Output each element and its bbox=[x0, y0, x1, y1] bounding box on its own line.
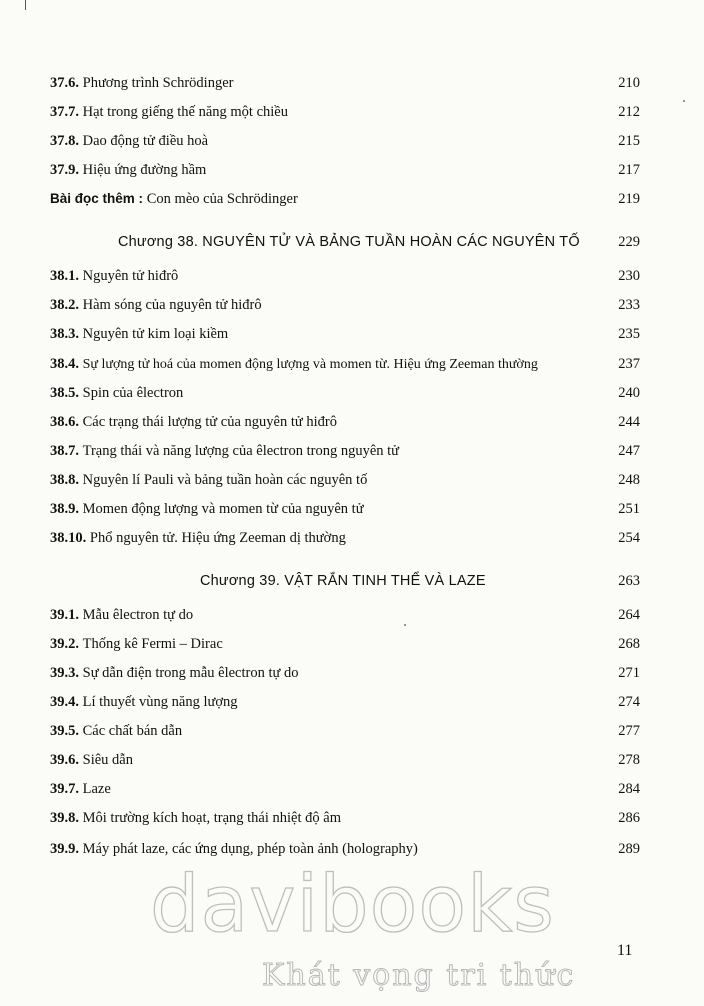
section-title: Phổ nguyên tử. Hiệu ứng Zeeman dị thường bbox=[89, 530, 346, 546]
section-page: 284 bbox=[618, 781, 640, 797]
page-number: 11 bbox=[617, 942, 633, 959]
section-page: 247 bbox=[618, 443, 640, 459]
section-page: 240 bbox=[618, 385, 640, 401]
toc-entry-38-6 bbox=[50, 411, 640, 433]
scan-speck bbox=[404, 624, 406, 626]
toc-entry-extra-reading bbox=[50, 188, 640, 210]
chapter-page: 263 bbox=[618, 573, 640, 589]
toc-entry-37-9 bbox=[50, 159, 640, 181]
section-page: 210 bbox=[618, 75, 640, 91]
scan-speck bbox=[683, 100, 685, 102]
section-number: 39.7. bbox=[50, 781, 83, 797]
chapter-title: Chương 38. NGUYÊN TỬ VÀ BẢNG TUẦN HOÀN CÁC NGUYÊN TỐ bbox=[118, 234, 580, 250]
section-page: 235 bbox=[618, 326, 640, 342]
section-number: 38.2. bbox=[50, 297, 83, 313]
section-number: 37.7. bbox=[50, 104, 83, 120]
section-page: 248 bbox=[618, 472, 640, 488]
toc-entry-38-5 bbox=[50, 382, 640, 404]
section-page: 237 bbox=[618, 356, 640, 372]
section-number: 38.4. bbox=[50, 356, 83, 372]
section-title: Môi trường kích hoạt, trạng thái nhiệt độ âm bbox=[82, 810, 341, 826]
section-number: 38.6. bbox=[50, 414, 83, 430]
toc-entry-39-5 bbox=[50, 720, 640, 742]
toc-entry-39-6 bbox=[50, 749, 640, 771]
section-title: Trạng thái và năng lượng của êlectron trong nguyên tử bbox=[82, 443, 400, 459]
section-number: 39.2. bbox=[50, 636, 83, 652]
section-page: 271 bbox=[618, 665, 640, 681]
toc-entry-37-7 bbox=[50, 101, 640, 123]
section-number: 39.4. bbox=[50, 694, 83, 710]
section-title: Dao động tử điều hoà bbox=[82, 133, 209, 149]
section-title: Các trạng thái lượng tử của nguyên tử hiđrô bbox=[82, 414, 337, 430]
section-number: 38.9. bbox=[50, 501, 83, 517]
section-title: Hạt trong giếng thế năng một chiều bbox=[82, 104, 288, 120]
section-title: Lí thuyết vùng năng lượng bbox=[82, 694, 238, 710]
toc-entry-38-7 bbox=[50, 440, 640, 462]
section-number: 39.9. bbox=[50, 841, 83, 857]
section-page: 286 bbox=[618, 810, 640, 826]
section-page: 251 bbox=[618, 501, 640, 517]
section-number: 38.7. bbox=[50, 443, 83, 459]
toc-entry-39-9 bbox=[50, 838, 640, 860]
section-title: Nguyên tử kim loại kiềm bbox=[82, 326, 229, 342]
section-page: 264 bbox=[618, 607, 640, 623]
section-page: 217 bbox=[618, 162, 640, 178]
toc-entry-39-8 bbox=[50, 807, 640, 829]
section-title: Spin của êlectron bbox=[82, 385, 184, 401]
section-number: 37.6. bbox=[50, 75, 83, 91]
toc-entry-37-8 bbox=[50, 130, 640, 152]
section-page: 233 bbox=[618, 297, 640, 313]
watermark-logo: davibooks bbox=[150, 860, 555, 950]
section-number: 37.9. bbox=[50, 162, 83, 178]
section-number: 39.8. bbox=[50, 810, 83, 826]
section-number: 38.5. bbox=[50, 385, 83, 401]
toc-entry-37-6 bbox=[50, 72, 640, 94]
toc-entry-38-2 bbox=[50, 294, 640, 316]
section-title: Hiệu ứng đường hầm bbox=[82, 162, 207, 178]
toc-entry-39-3 bbox=[50, 662, 640, 684]
section-title: Sự dẫn điện trong mẫu êlectron tự do bbox=[82, 665, 299, 681]
section-title: Sự lượng tử hoá của momen động lượng và momen từ. Hiệu ứng Zeeman thường bbox=[82, 357, 538, 372]
extra-reading-label: Bài đọc thêm : bbox=[50, 191, 147, 206]
section-title: Phương trình Schrödinger bbox=[82, 75, 234, 91]
section-number: 37.8. bbox=[50, 133, 83, 149]
section-page: 230 bbox=[618, 268, 640, 284]
extra-reading-page: 219 bbox=[618, 191, 640, 207]
toc-entry-38-4 bbox=[50, 353, 640, 375]
chapter-38-heading bbox=[50, 230, 640, 254]
toc-entry-38-8 bbox=[50, 469, 640, 491]
section-page: 268 bbox=[618, 636, 640, 652]
section-page: 274 bbox=[618, 694, 640, 710]
section-title: Máy phát laze, các ứng dụng, phép toàn ảnh (holography) bbox=[82, 841, 418, 857]
extra-reading-title: Con mèo của Schrödinger bbox=[146, 191, 298, 207]
section-number: 39.5. bbox=[50, 723, 83, 739]
toc-entry-38-3 bbox=[50, 323, 640, 345]
section-title: Nguyên tử hiđrô bbox=[82, 268, 179, 284]
section-number: 39.3. bbox=[50, 665, 83, 681]
toc-entry-38-1 bbox=[50, 265, 640, 287]
toc-entry-39-7 bbox=[50, 778, 640, 800]
section-title: Nguyên lí Pauli và bảng tuần hoàn các nguyên tố bbox=[82, 472, 368, 488]
toc-entry-39-1 bbox=[50, 604, 640, 626]
section-title: Siêu dẫn bbox=[82, 752, 133, 768]
toc-entry-39-2 bbox=[50, 633, 640, 655]
section-number: 39.1. bbox=[50, 607, 83, 623]
section-number: 38.10. bbox=[50, 530, 90, 546]
section-page: 277 bbox=[618, 723, 640, 739]
section-number: 38.1. bbox=[50, 268, 83, 284]
section-title: Mẫu êlectron tự do bbox=[82, 607, 194, 623]
chapter-page: 229 bbox=[618, 234, 640, 250]
section-number: 38.3. bbox=[50, 326, 83, 342]
section-page: 289 bbox=[618, 841, 640, 857]
section-number: 39.6. bbox=[50, 752, 83, 768]
chapter-title: Chương 39. VẬT RẮN TINH THỂ VÀ LAZE bbox=[200, 573, 486, 589]
section-page: 278 bbox=[618, 752, 640, 768]
toc-entry-38-9 bbox=[50, 498, 640, 520]
page-edge-mark bbox=[25, 0, 26, 10]
chapter-39-heading bbox=[50, 569, 640, 593]
section-title: Hàm sóng của nguyên tử hiđrô bbox=[82, 297, 262, 313]
section-number: 38.8. bbox=[50, 472, 83, 488]
section-page: 215 bbox=[618, 133, 640, 149]
section-page: 254 bbox=[618, 530, 640, 546]
toc-entry-39-4 bbox=[50, 691, 640, 713]
watermark-slogan: Khát vọng tri thức bbox=[262, 958, 576, 993]
section-title: Thống kê Fermi – Dirac bbox=[82, 636, 223, 652]
section-title: Các chất bán dẫn bbox=[82, 723, 183, 739]
section-page: 212 bbox=[618, 104, 640, 120]
section-title: Momen động lượng và momen từ của nguyên tử bbox=[82, 501, 364, 517]
section-title: Laze bbox=[82, 781, 111, 797]
toc-entry-38-10 bbox=[50, 527, 640, 549]
section-page: 244 bbox=[618, 414, 640, 430]
